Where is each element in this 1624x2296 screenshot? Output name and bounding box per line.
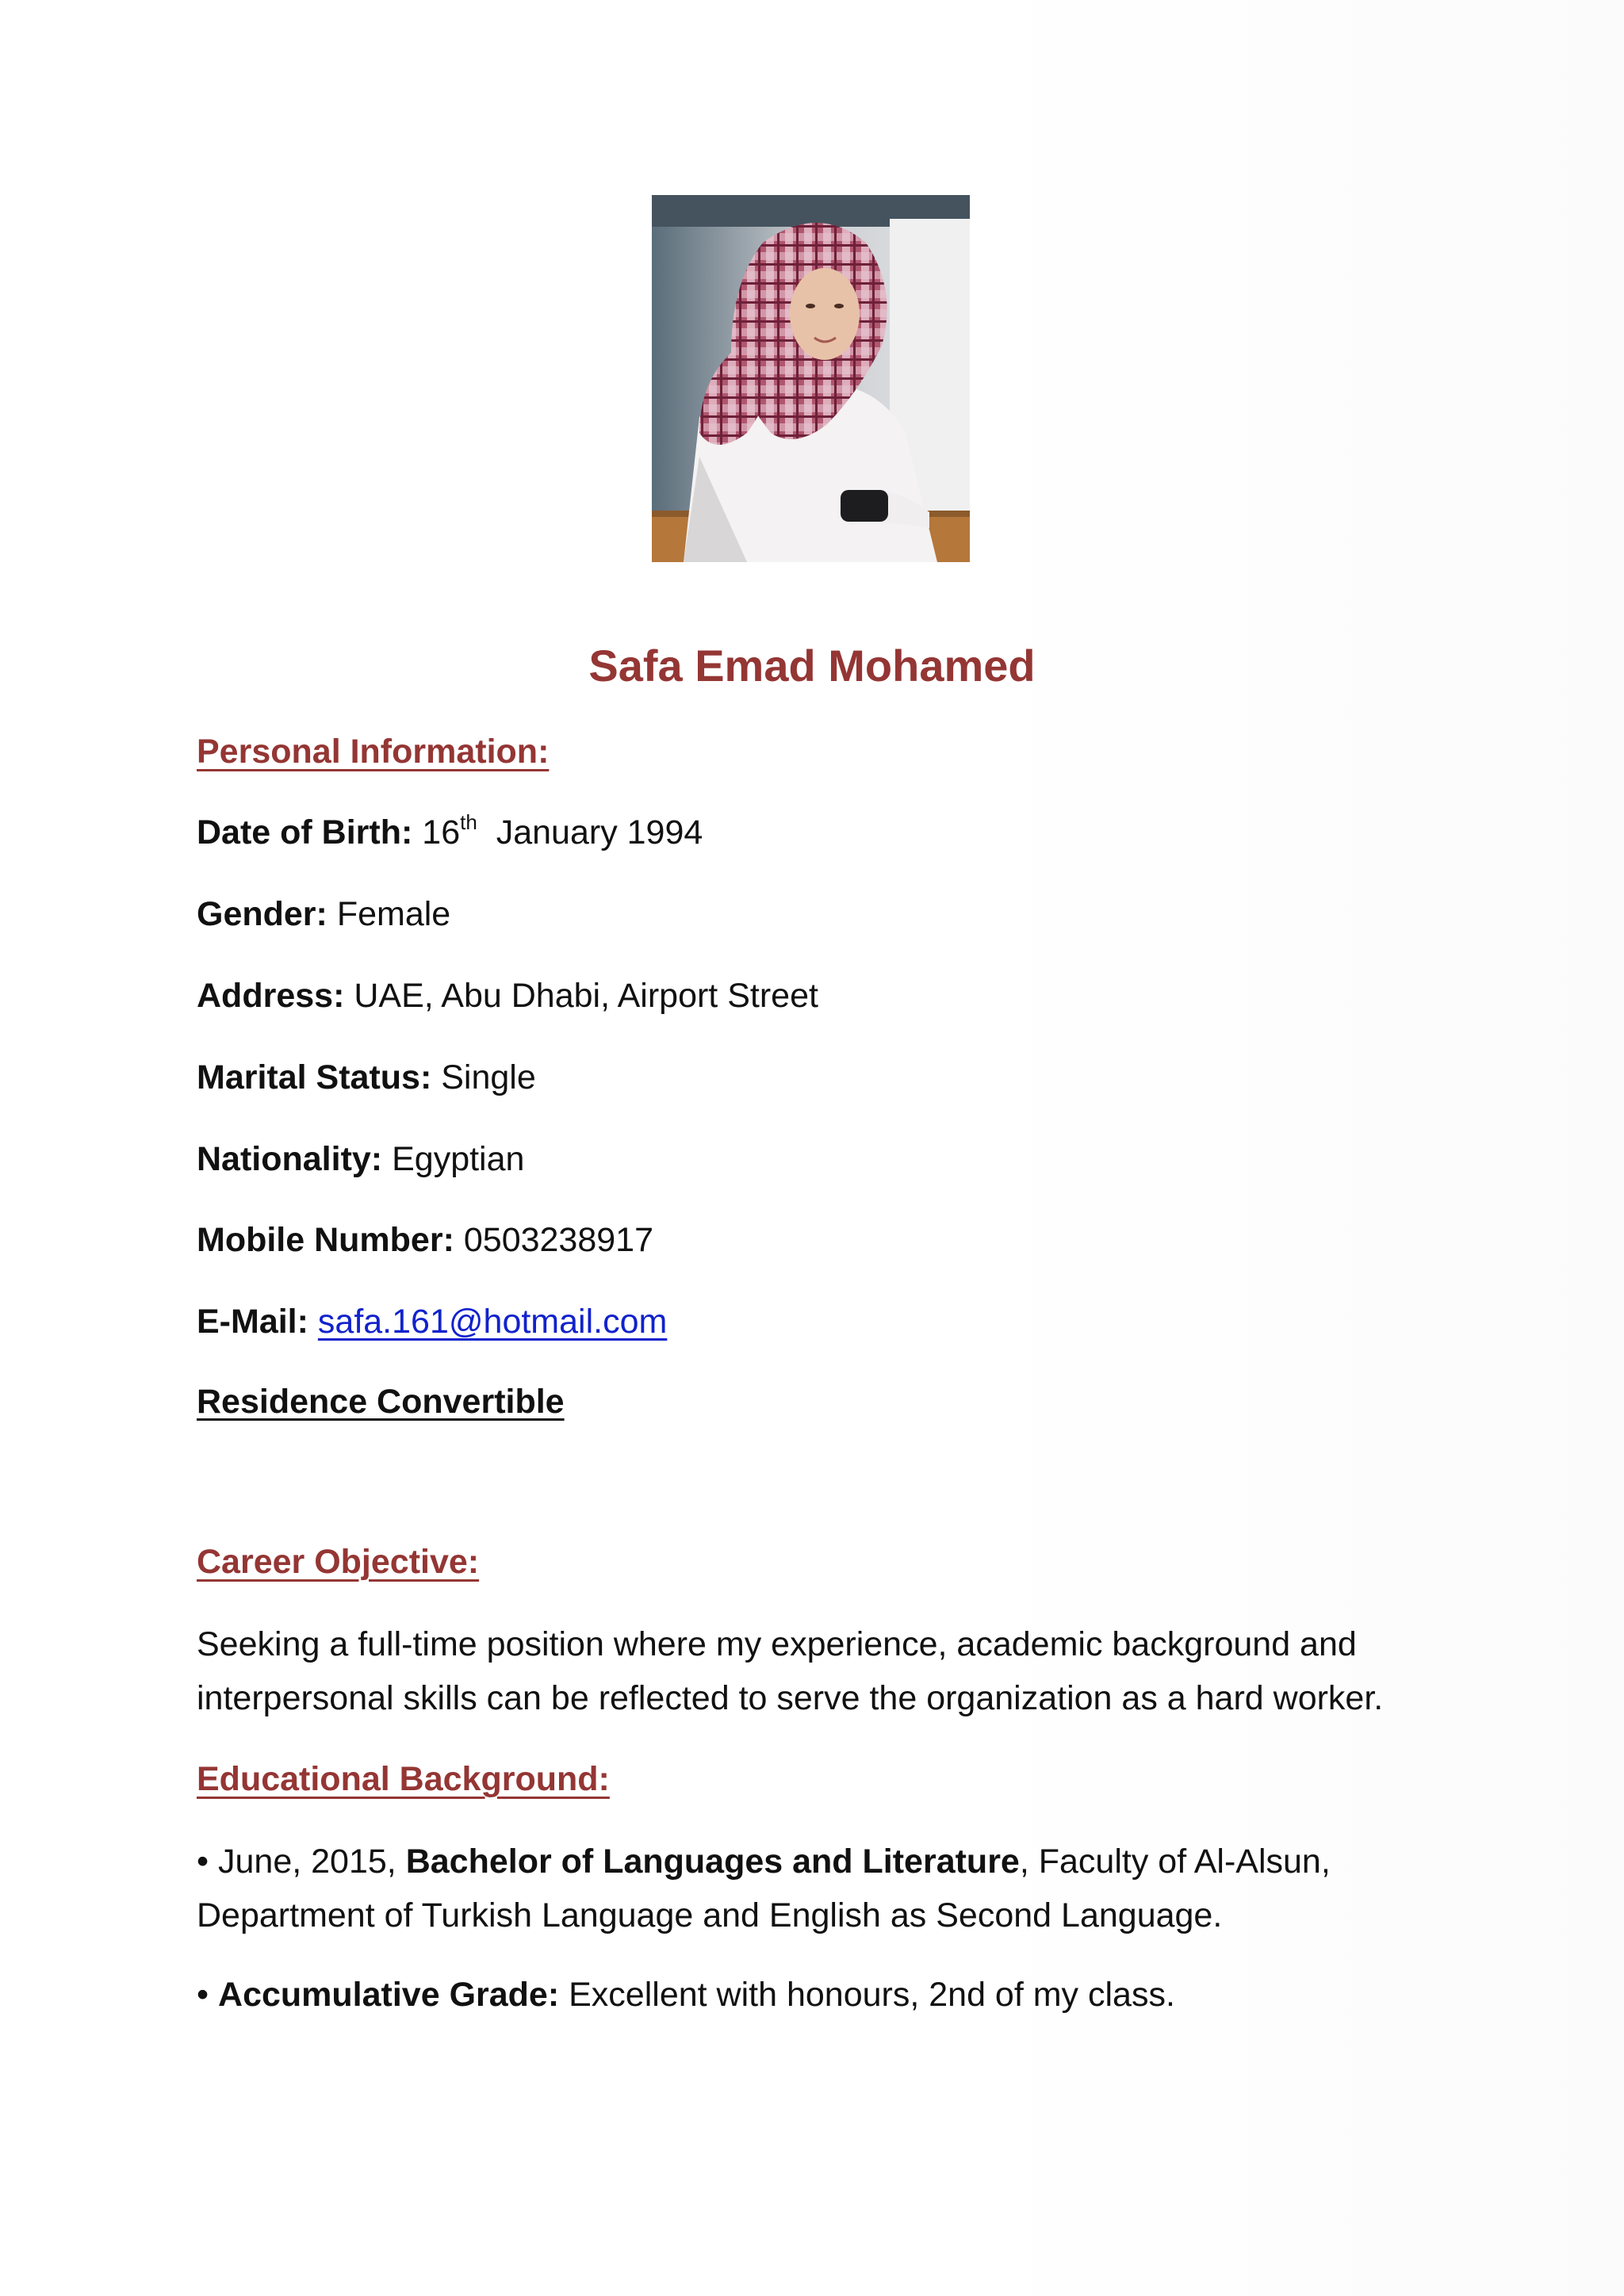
degree-line-2: Department of Turkish Language and English as Second Language. (197, 1896, 1223, 1934)
dob-day: 16 (422, 813, 461, 851)
gender-value: Female (336, 895, 451, 933)
email-label: E-Mail: (197, 1303, 308, 1341)
dob-label: Date of Birth: (197, 813, 413, 851)
education-heading: Educational Background: (197, 1760, 610, 1798)
grade-value: Excellent with honours, 2nd of my class. (559, 1976, 1175, 2014)
marital-line (197, 1054, 536, 1101)
profile-photo-image (652, 195, 970, 562)
dob-suffix: th (460, 810, 477, 834)
gender-line (197, 890, 450, 938)
personal-info-heading: Personal Information: (197, 733, 550, 771)
email-link[interactable]: safa.161@hotmail.com (317, 1303, 668, 1341)
education-item-degree (197, 1835, 1465, 1942)
marital-label: Marital Status: (197, 1058, 432, 1096)
profile-photo (652, 195, 970, 562)
mobile-label: Mobile Number: (197, 1221, 454, 1259)
career-line-2: interpersonal skills can be reflected to serve the organization as a hard worker. (197, 1679, 1384, 1717)
dob-value: January 1994 (496, 813, 703, 851)
grade-bullet: • (197, 1976, 219, 2014)
email-line (197, 1298, 667, 1345)
residence-note: Residence Convertible (197, 1383, 565, 1421)
education-item-grade (197, 1971, 1175, 2019)
residence-line (197, 1378, 565, 1425)
marital-value: Single (441, 1058, 536, 1096)
gender-label: Gender: (197, 895, 327, 933)
mobile-value: 0503238917 (463, 1221, 654, 1259)
career-objective-text (197, 1617, 1465, 1725)
dob-line (197, 809, 703, 856)
career-objective-heading: Career Objective: (197, 1543, 480, 1581)
grade-label: Accumulative Grade: (218, 1976, 560, 2014)
degree-name: Bachelor of Languages and Literature (405, 1843, 1020, 1881)
career-line-1: Seeking a full-time position where my experience, academic background and (197, 1625, 1357, 1663)
degree-date: • June, 2015, (197, 1843, 406, 1881)
nationality-line (197, 1135, 524, 1183)
address-line (197, 972, 818, 1020)
mobile-line (197, 1216, 653, 1264)
degree-line-1 (197, 1835, 1465, 1888)
address-value: UAE, Abu Dhabi, Airport Street (354, 977, 818, 1015)
nationality-value: Egyptian (392, 1140, 525, 1178)
nationality-label: Nationality: (197, 1140, 383, 1178)
degree-faculty: , Faculty of Al-Alsun, (1019, 1843, 1331, 1881)
candidate-name: Safa Emad Mohamed (588, 641, 1036, 691)
address-label: Address: (197, 977, 345, 1015)
